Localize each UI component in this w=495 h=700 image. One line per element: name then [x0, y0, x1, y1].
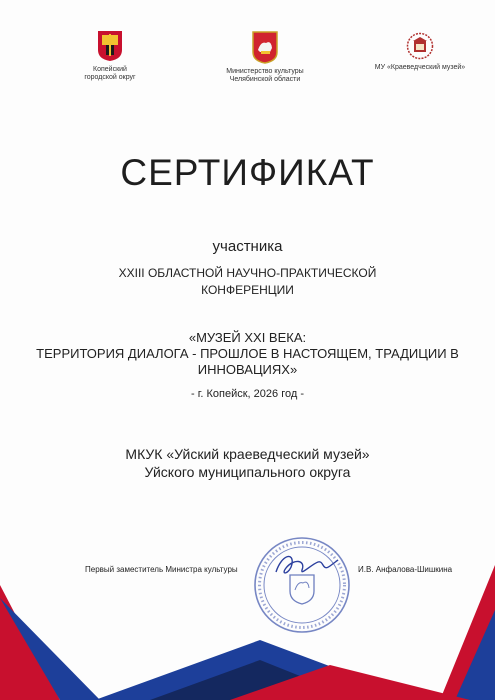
participant-label: участника	[212, 238, 283, 255]
signature-row	[0, 565, 495, 579]
museum-logo	[360, 32, 480, 72]
museum-caption: МУ «Краеведческий музей»	[374, 64, 466, 71]
place-date: - г. Копейск, 2026 год -	[191, 388, 304, 400]
signer-position: Первый заместитель Министра культуры	[85, 565, 238, 574]
kopeysk-caption: Копейский городской округ	[84, 66, 136, 81]
chelyabinsk-emblem-icon	[251, 30, 279, 64]
kopeysk-emblem-icon	[97, 30, 123, 62]
conference-name: XXIII ОБЛАСТНОЙ НАУЧНО-ПРАКТИЧЕСКОЙ КОНФЕРЕНЦИИ	[118, 266, 377, 297]
recipient-organization: МКУК «Уйский краеведческий музей» Уйского муниципального округа	[125, 446, 370, 480]
ministry-logo	[210, 30, 320, 84]
museum-emblem-icon	[406, 32, 434, 60]
conference-theme: «МУЗЕЙ XXI ВЕКА: ТЕРРИТОРИЯ ДИАЛОГА - ПРОШЛОЕ В НАСТОЯЩЕМ, ТРАДИЦИИ В ИННОВАЦИЯХ»	[36, 330, 459, 377]
certificate-title: СЕРТИФИКАТ	[120, 152, 375, 193]
kopeysk-logo	[70, 30, 150, 82]
ministry-caption: Министерство культуры Челябинской области	[226, 68, 304, 83]
signer-name: И.В. Анфалова-Шишкина	[358, 565, 453, 574]
